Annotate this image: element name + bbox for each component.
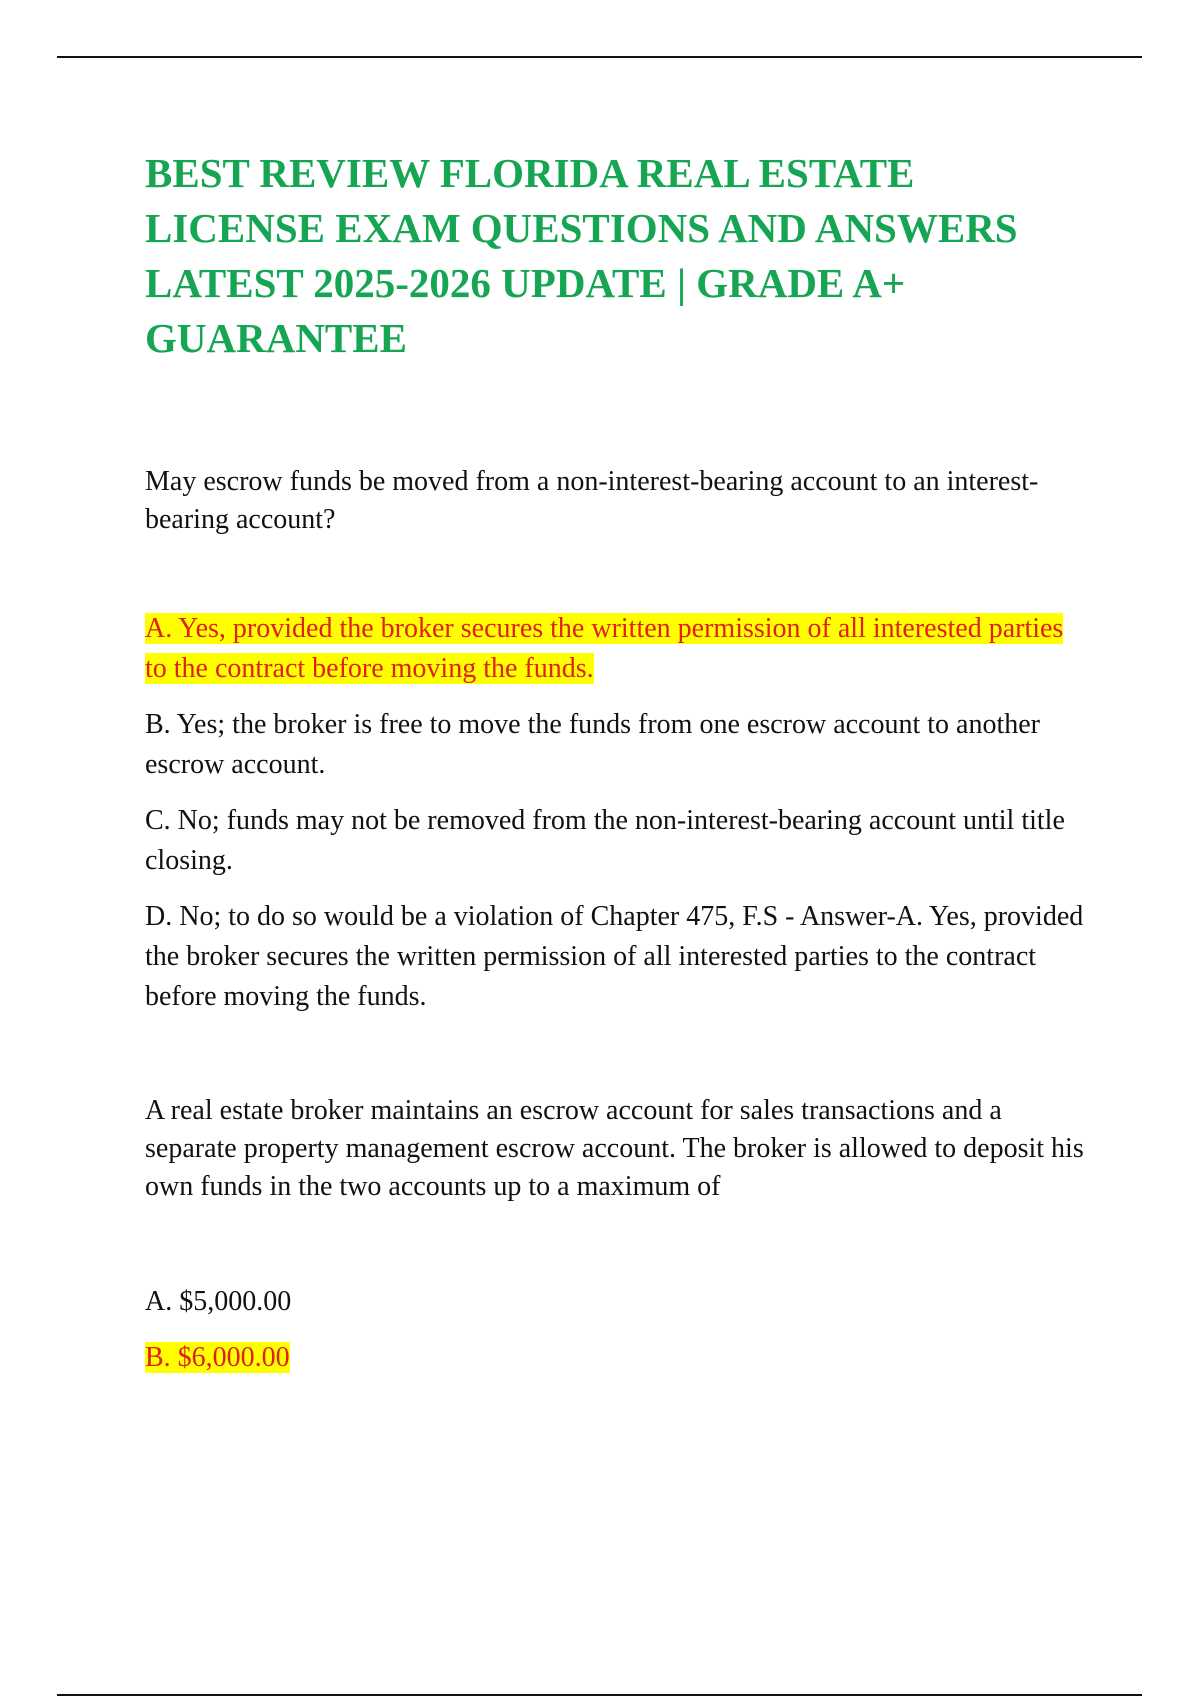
question-2-option-b bbox=[145, 1338, 1090, 1378]
document-body bbox=[145, 146, 1090, 1394]
question-2-options bbox=[145, 1282, 1090, 1378]
question-1-option-a bbox=[145, 609, 1090, 689]
question-1-option-b: B. Yes; the broker is free to move the funds from one escrow account to another escrow account. bbox=[145, 709, 1040, 780]
question-1-options bbox=[145, 609, 1090, 1017]
question-1-text: May escrow funds be moved from a non-interest-bearing account to an interest-bearing account? bbox=[145, 466, 1039, 535]
question-1-option-c: C. No; funds may not be removed from the non-interest-bearing account until title closing. bbox=[145, 805, 1065, 876]
question-2-option-a: A. $5,000.00 bbox=[145, 1286, 292, 1317]
bottom-rule bbox=[57, 1694, 1142, 1696]
question-1-option-d: D. No; to do so would be a violation of Chapter 475, F.S - Answer-A. Yes, provided the broker secures the written permission of all interested parties to the contract before moving the funds. bbox=[145, 901, 1084, 1012]
document-title: BEST REVIEW FLORIDA REAL ESTATE LICENSE EXAM QUESTIONS AND ANSWERS LATEST 2025-2026 UPDATE | GRADE A+ GUARANTEE bbox=[145, 150, 1018, 361]
top-rule bbox=[57, 56, 1142, 58]
answer-highlight: A. Yes, provided the broker secures the written permission of all interested parties to the contract before moving the funds. bbox=[145, 613, 1064, 684]
answer-highlight: B. $6,000.00 bbox=[145, 1342, 290, 1373]
question-2-text: A real estate broker maintains an escrow account for sales transactions and a separate property management escrow account. The broker is allowed to deposit his own funds in the two accounts up to a maximum of bbox=[145, 1095, 1084, 1202]
